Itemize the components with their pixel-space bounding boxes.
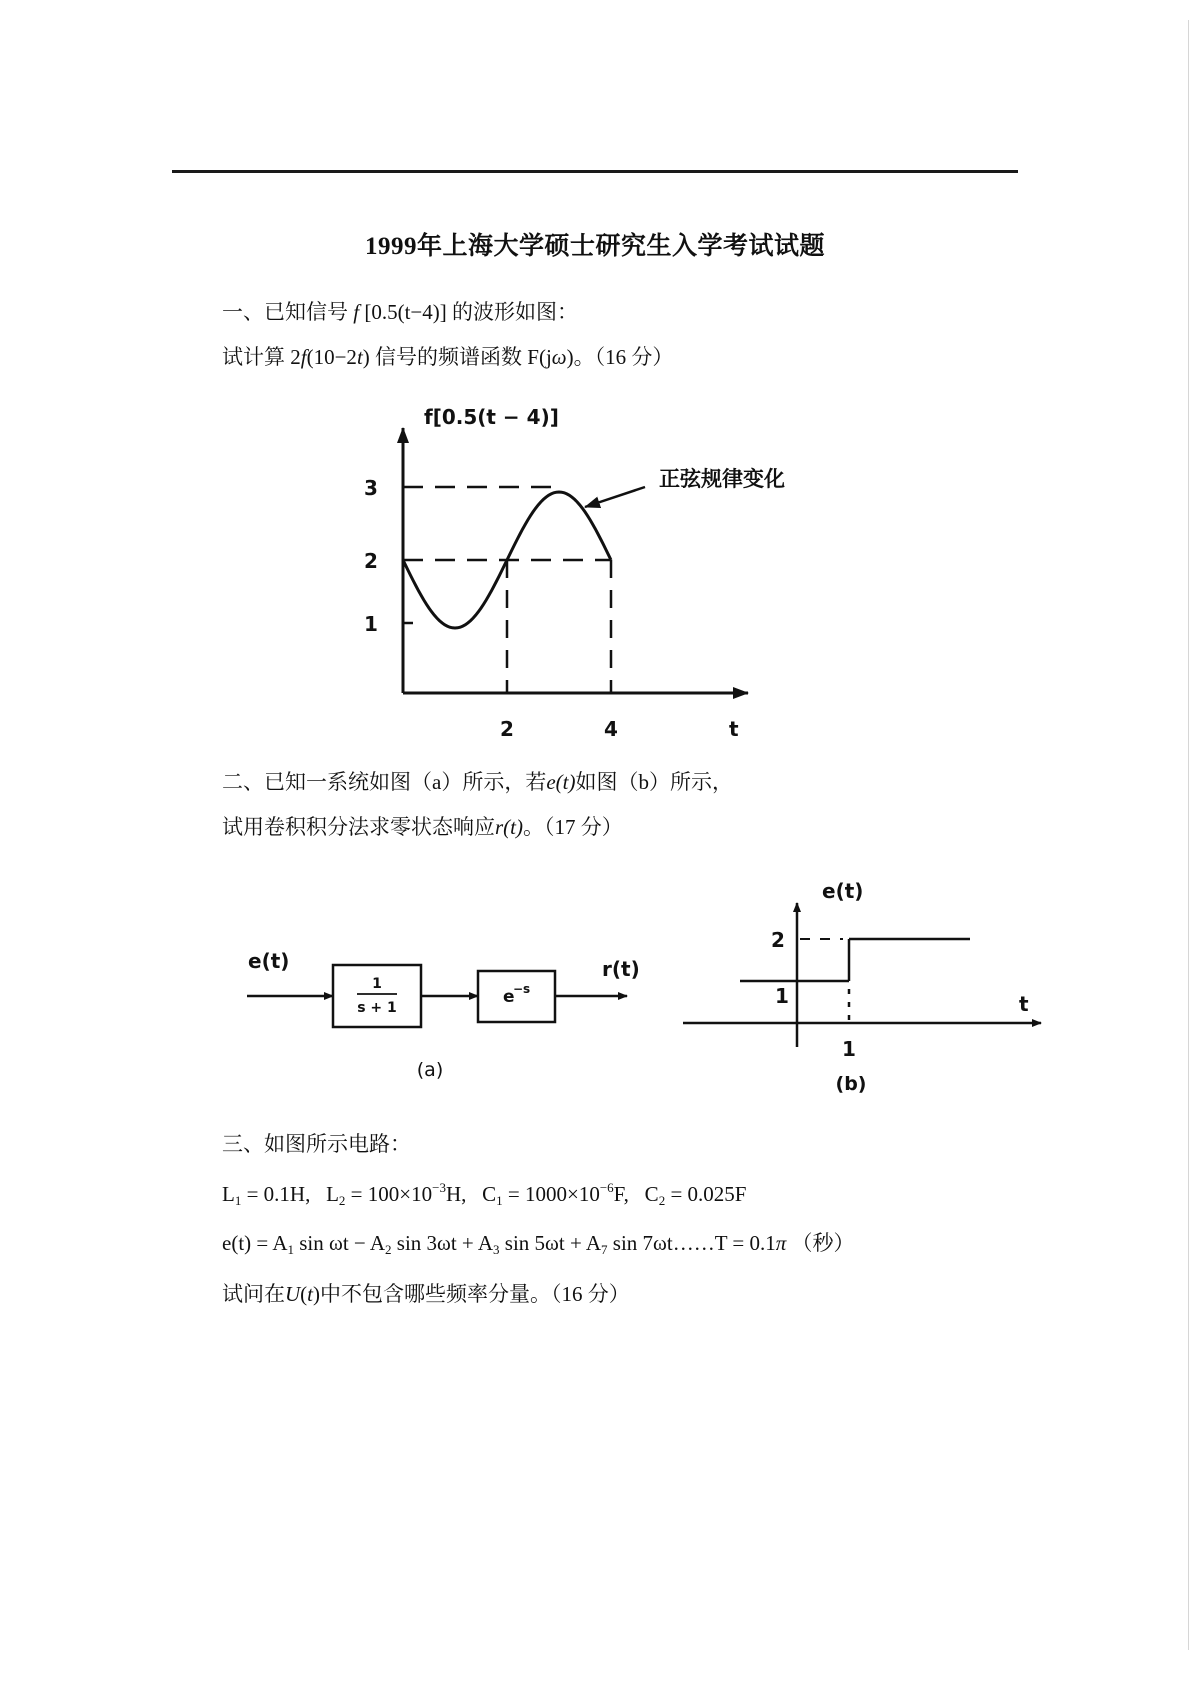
q3-line1-text: 三、如图所示电路： [222,1132,411,1156]
eq-part-e: e(t) = A [222,1231,288,1255]
delay-block [478,971,555,1022]
l2-sub: 2 [338,1193,346,1208]
c2-value: = 0.025F [665,1182,747,1206]
eq-part-1: sin ωt − A [294,1231,386,1255]
q1-line2-end: )。（16 分） [566,345,674,369]
figure-b-step-signal [683,879,1041,1095]
q1-line2-omega: ω [551,345,567,369]
fig1-xtick-label: 2 [500,717,514,741]
fig1-ytick-label: 1 [364,612,378,636]
figb-ylabel: e(t) [822,879,864,903]
delay-exponent: −s [513,982,531,996]
l1-symbol: L [222,1182,235,1206]
figb-xlabel: t [1019,992,1029,1016]
delay-base: e [503,987,515,1007]
figure-b-caption: (b) [835,1073,867,1095]
eq-tail: （秒） [786,1231,855,1255]
q2-line1-suffix: 如图（b）所示， [575,770,733,794]
figure-a-caption: (a) [416,1059,444,1081]
q3-close: ) [313,1282,321,1306]
fig1-ytick-label: 2 [364,549,378,573]
q3-expr: U [285,1282,301,1306]
l2-unit: H, [445,1182,467,1206]
eq-part-3: sin 5ωt + A [499,1231,602,1255]
l1-value: = 0.1H, [241,1182,311,1206]
c1-symbol: C [482,1182,497,1206]
figb-ytick-label: 1 [775,984,789,1008]
q3-var: t [307,1282,314,1306]
block1-denominator: s + 1 [357,1000,397,1016]
l2-value: = 100×10 [345,1182,433,1206]
eq-sub-4: 7 [601,1242,608,1257]
fig1-xlabel: t [729,717,739,741]
block-output-label: r(t) [602,957,640,981]
q2-line2-suffix: 。（17 分） [523,815,623,839]
fig1-annotation: 正弦规律变化 [659,467,785,491]
c1-sub: 1 [496,1193,503,1208]
eq-pi: π [775,1231,787,1255]
q1-func: f [353,300,360,324]
q2-line2-prefix: 试用卷积积分法求零状态响应 [222,815,495,839]
block-input-label: e(t) [248,949,290,973]
q1-line1-prefix: 一、已知信号 [222,300,354,324]
page-title: 1999年上海大学硕士研究生入学考试试题 [364,233,825,260]
fig1-ytick-label: 3 [364,476,378,500]
l2-exp: −3 [432,1180,446,1195]
c2-symbol: C [644,1182,659,1206]
eq-sub-1: 1 [287,1242,294,1257]
c1-unit: F, [613,1182,629,1206]
q2-line2-expr: r(t) [495,815,523,839]
block1-numerator: 1 [372,976,382,992]
fig1-annotation-arrow [585,487,645,507]
q1-line2-prefix: 试计算 2 [222,345,301,369]
q3-suffix: 中不包含哪些频率分量。（16 分） [320,1282,630,1306]
c2-sub: 2 [658,1193,666,1208]
q3-prefix: 试问在 [222,1282,285,1306]
l1-sub: 1 [234,1193,242,1208]
eq-sub-2: 2 [385,1242,392,1257]
q2-line1-expr: e(t) [546,770,576,794]
fig1-xtick-label: 4 [604,717,618,741]
q1-line2-arg: (10−2 [306,345,357,369]
eq-part-2: sin 3ωt + A [391,1231,494,1255]
q1-line2-func: f [300,345,307,369]
eq-sub-3: 3 [493,1242,500,1257]
q1-arg: [0.5(t−4)] [359,300,447,324]
figure-a-block-diagram [247,949,640,1081]
q1-line2-suffix: 信号的频谱函数 F(j [369,345,552,369]
q3-arg: ( [300,1282,308,1306]
l2-symbol: L [326,1182,339,1206]
q1-line2-var: t [356,345,363,369]
transfer-block-1 [333,965,421,1027]
q1-line2-close: ) [362,345,370,369]
q2-line1-prefix: 二、已知一系统如图（a）所示，若 [222,770,547,794]
fig1-ylabel: f[0.5(t − 4)] [424,405,559,429]
c1-value: = 1000×10 [502,1182,600,1206]
figb-ytick-label: 2 [771,928,785,952]
q1-line1-suffix: 的波形如图： [446,300,578,324]
eq-part-4: sin 7ωt……T = 0.1 [607,1231,776,1255]
figb-xtick-label: 1 [842,1037,856,1061]
figure-1-waveform [364,405,785,741]
c1-exp: −6 [599,1180,614,1195]
